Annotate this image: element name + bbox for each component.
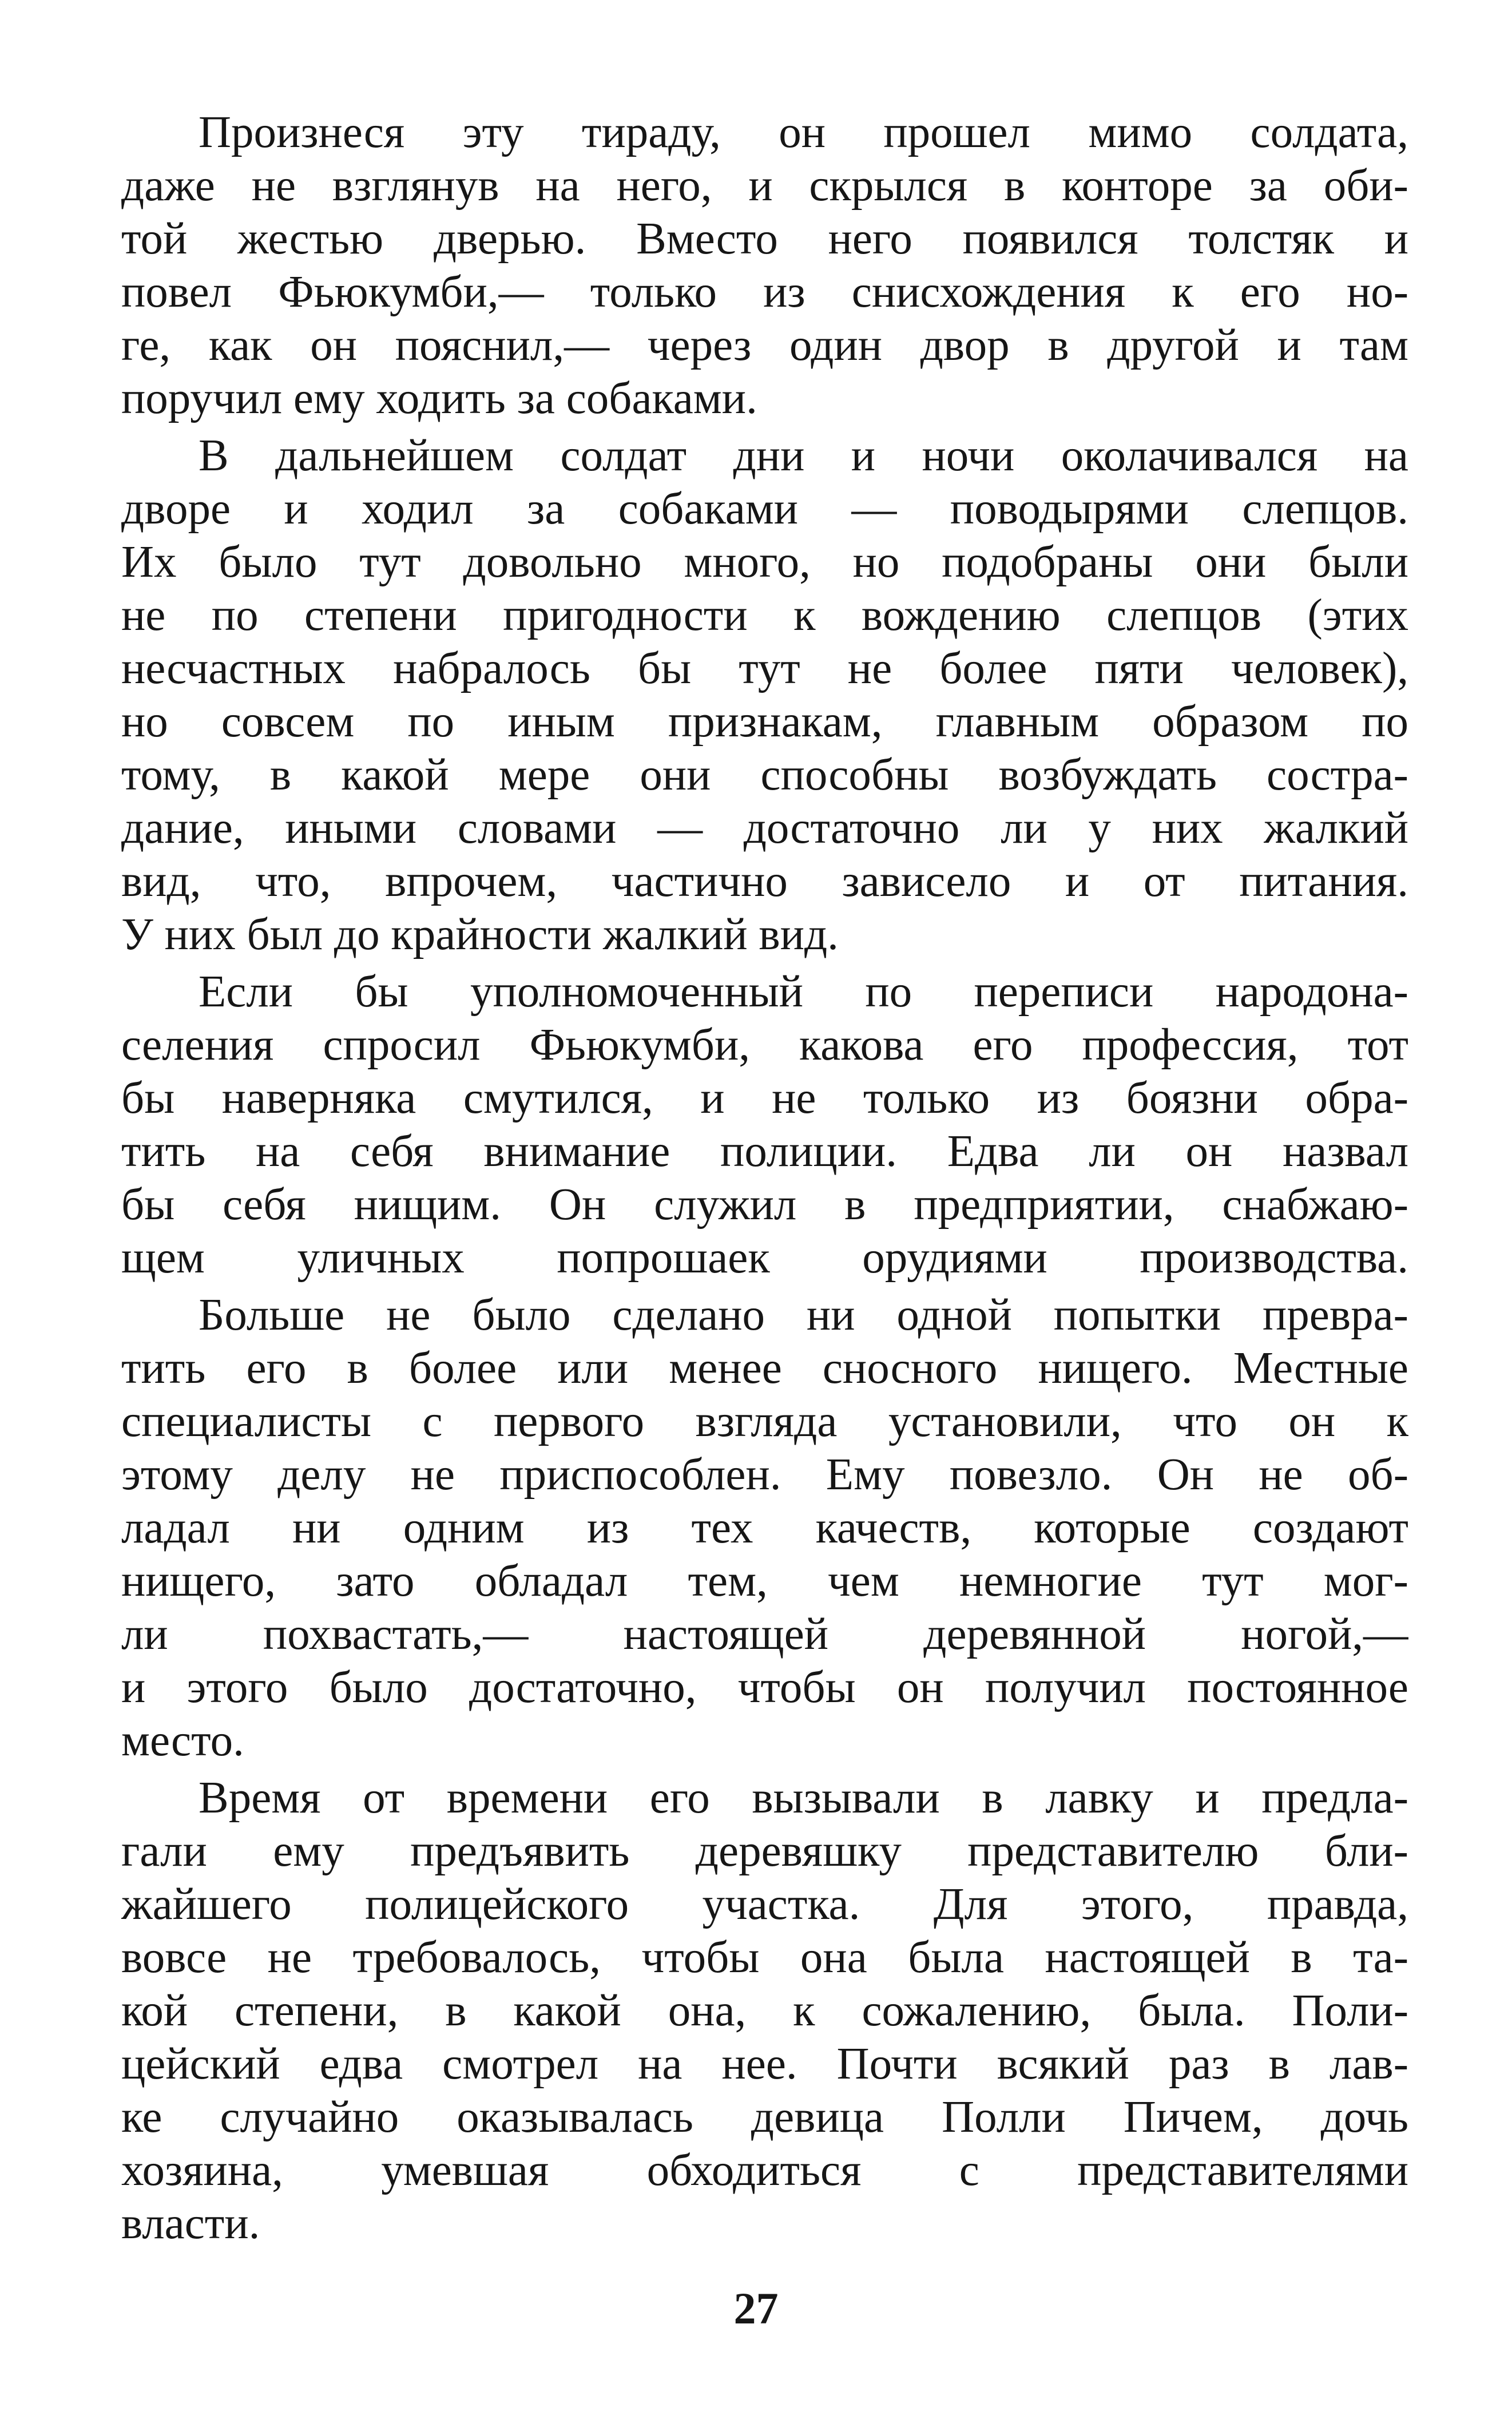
text-line: поручил ему ходить за собаками. bbox=[121, 374, 757, 423]
text-line: хозяина, умевшая обходиться с представителями bbox=[121, 2146, 1408, 2195]
text-line: Больше не было сделано ни одной попытки превра- bbox=[199, 1290, 1408, 1340]
text-line: селения спросил Фьюкумби, какова его профессия, тот bbox=[121, 1020, 1408, 1070]
text-line: Если бы уполномоченный по переписи народона- bbox=[199, 967, 1408, 1017]
text-line: ладал ни одним из тех качеств, которые создают bbox=[121, 1503, 1408, 1553]
text-line: повел Фьюкумби,— только из снисхождения к его но- bbox=[121, 267, 1408, 317]
text-line: Время от времени его вызывали в лавку и предла- bbox=[199, 1773, 1408, 1823]
text-line: и этого было достаточно, чтобы он получил постоянное bbox=[121, 1663, 1408, 1712]
text-line: вид, что, впрочем, частично зависело и от питания. bbox=[121, 856, 1408, 906]
text-line: не по степени пригодности к вождению слепцов (этих bbox=[121, 590, 1408, 640]
text-line: этому делу не приспособлен. Ему повезло. Он не об- bbox=[121, 1450, 1408, 1500]
text-line: власти. bbox=[121, 2199, 260, 2248]
text-line: специалисты с первого взгляда установили, что он к bbox=[121, 1397, 1408, 1446]
text-line: Произнеся эту тираду, он прошел мимо солдата, bbox=[199, 108, 1408, 157]
text-line: тому, в какой мере они способны возбуждать состра- bbox=[121, 750, 1408, 800]
text-line: той жестью дверью. Вместо него появился толстяк и bbox=[121, 214, 1408, 264]
text-line: В дальнейшем солдат дни и ночи околачивался на bbox=[199, 431, 1408, 481]
paragraph bbox=[121, 965, 1408, 1284]
text-line: У них был до крайности жалкий вид. bbox=[121, 910, 839, 959]
page-body bbox=[121, 106, 1408, 2250]
text-line: тить на себя внимание полиции. Едва ли он назвал bbox=[121, 1127, 1408, 1176]
text-line: даже не взглянув на него, и скрылся в конторе за оби- bbox=[121, 161, 1408, 211]
text-line: нищего, зато обладал тем, чем немногие тут мог- bbox=[121, 1556, 1408, 1606]
text-line: ли похвастать,— настоящей деревянной ногой,— bbox=[121, 1609, 1408, 1659]
text-line: цейский едва смотрел на нее. Почти всякий раз в лав- bbox=[121, 2039, 1408, 2089]
text-line: дворе и ходил за собаками — поводырями слепцов. bbox=[121, 484, 1408, 534]
text-line: вовсе не требовалось, чтобы она была настоящей в та- bbox=[121, 1933, 1408, 1982]
text-line: дание, иными словами — достаточно ли у них жалкий bbox=[121, 803, 1408, 853]
text-line: Их было тут довольно много, но подобраны они были bbox=[121, 537, 1408, 587]
text-line: бы себя нищим. Он служил в предприятии, снабжаю- bbox=[121, 1180, 1408, 1230]
paragraph bbox=[121, 106, 1408, 425]
text-line: бы наверняка смутился, и не только из боязни обра- bbox=[121, 1073, 1408, 1123]
text-line: щем уличных попрошаек орудиями производства. bbox=[121, 1233, 1408, 1283]
text-line: гали ему предъявить деревяшку представителю бли- bbox=[121, 1826, 1408, 1876]
text-line: но совсем по иным признакам, главным образом по bbox=[121, 697, 1408, 747]
page-number: 27 bbox=[733, 2283, 779, 2333]
text-line: кой степени, в какой она, к сожалению, была. Поли- bbox=[121, 1986, 1408, 2036]
text-line: несчастных набралось бы тут не более пяти человек), bbox=[121, 644, 1408, 693]
text-line: ге, как он пояснил,— через один двор в другой и там bbox=[121, 320, 1408, 370]
paragraph bbox=[121, 1288, 1408, 1767]
paragraph bbox=[121, 1771, 1408, 2250]
paragraph bbox=[121, 429, 1408, 961]
text-line: тить его в более или менее сносного нищего. Местные bbox=[121, 1343, 1408, 1393]
text-line: место. bbox=[121, 1716, 244, 1766]
text-line: ке случайно оказывалась девица Полли Пичем, дочь bbox=[121, 2092, 1408, 2142]
text-line: жайшего полицейского участка. Для этого, правда, bbox=[121, 1879, 1408, 1929]
